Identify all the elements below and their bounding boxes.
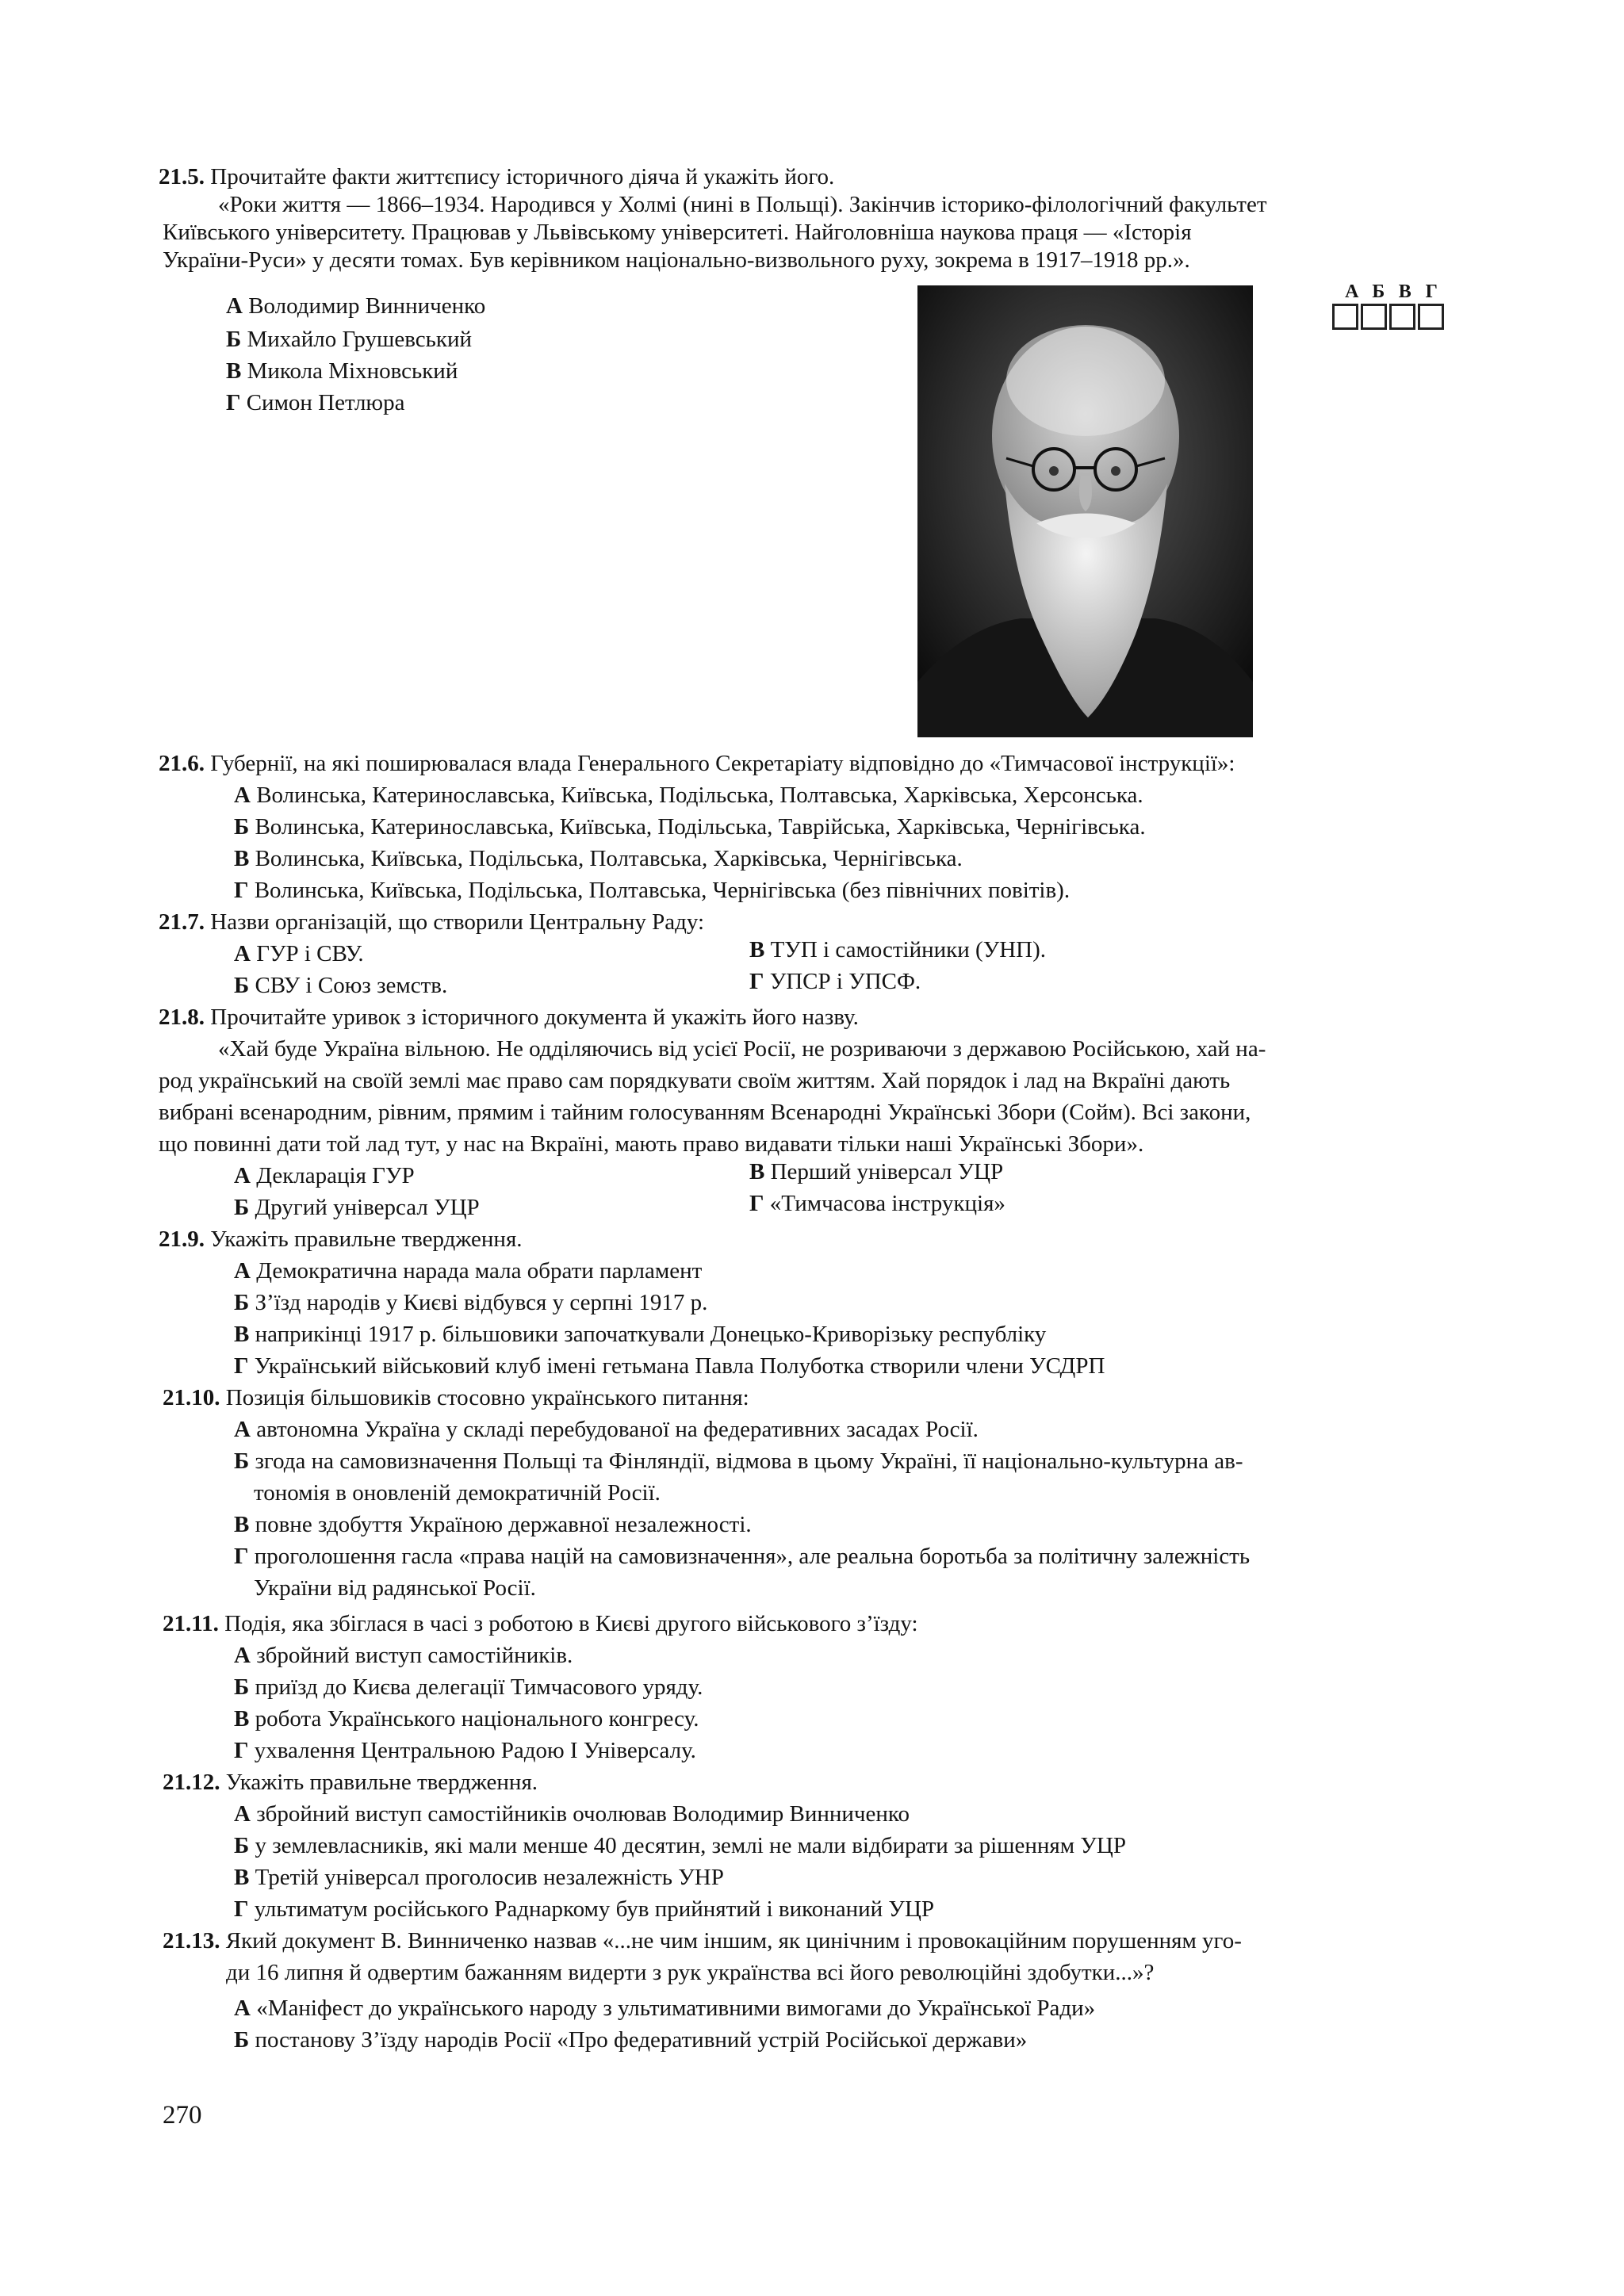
item-label: В xyxy=(234,1865,250,1890)
item-label: 21.8. xyxy=(159,1004,205,1030)
item-text: Микола Міхновський xyxy=(241,358,458,384)
text-line xyxy=(749,1158,1003,1186)
answer-box[interactable] xyxy=(1389,304,1415,330)
item-text: Володимир Винниченко xyxy=(242,293,486,319)
item-label: В xyxy=(234,1322,250,1347)
text-line xyxy=(159,749,1235,778)
text-line xyxy=(234,1257,702,1285)
item-text: України від радянської Росії. xyxy=(254,1575,536,1601)
text-line xyxy=(163,218,1192,247)
item-text: збройний виступ самостійників. xyxy=(250,1643,573,1668)
text-line xyxy=(234,1641,573,1670)
item-text: Прочитайте уривок з історичного документа й укажіть його назву. xyxy=(205,1004,859,1030)
item-text: «Тимчасова інструкція» xyxy=(764,1191,1005,1216)
item-label: Г xyxy=(234,1544,249,1569)
item-text: ТУП і самостійники (УНП). xyxy=(764,937,1047,962)
item-label: А xyxy=(234,1163,251,1188)
text-line xyxy=(234,1831,1126,1860)
answer-grid-boxes[interactable] xyxy=(1332,304,1451,330)
text-line xyxy=(163,246,1190,274)
answer-grid-label: В xyxy=(1398,281,1411,302)
item-text: Назви організацій, що створили Центральну Раду: xyxy=(205,909,705,935)
item-label: В xyxy=(234,846,250,871)
text-line xyxy=(226,325,472,354)
item-text: Волинська, Катеринославська, Київська, Подільська, Полтавська, Харківська, Херсонська. xyxy=(250,783,1143,808)
item-label: 21.7. xyxy=(159,909,205,935)
item-text: Другий універсал УЦР xyxy=(249,1195,480,1220)
item-text: вибрані всенародним, рівним, прямим і тайним голосуванням Всенародні Українські Збори (Сойм). Всі закони, xyxy=(159,1100,1251,1125)
item-text: тономія в оновленій демократичній Росії. xyxy=(254,1480,661,1506)
item-text: «Роки життя — 1866–1934. Народився у Холмі (нині в Польщі). Закінчив історико-філологічний факультет xyxy=(218,192,1267,217)
item-text: наприкінці 1917 р. більшовики започаткували Донецько-Криворізьку республіку xyxy=(249,1322,1047,1347)
item-text: Третій універсал проголосив незалежність УНР xyxy=(249,1865,724,1890)
text-line xyxy=(159,1130,1143,1158)
item-text: «Хай буде Україна вільною. Не одділяючись від усієї Росії, не розриваючи з державою Російською, хай на- xyxy=(218,1036,1266,1062)
text-line xyxy=(218,190,1267,219)
text-line xyxy=(234,971,447,1000)
text-line xyxy=(234,1161,415,1190)
item-text: Волинська, Київська, Подільська, Полтавська, Чернігівська (без північних повітів). xyxy=(248,878,1071,903)
answer-grid-label: Б xyxy=(1372,281,1385,302)
item-label: А xyxy=(234,1996,251,2021)
page-number: 270 xyxy=(163,2101,202,2130)
portrait-image xyxy=(917,285,1253,737)
item-text: «Маніфест до українського народу з ультимативними вимогами до Української Ради» xyxy=(250,1996,1096,2021)
item-label: Г xyxy=(749,969,764,994)
text-line xyxy=(159,1098,1251,1127)
text-line xyxy=(234,1415,979,1444)
item-label: А xyxy=(234,1417,251,1442)
item-label: 21.13. xyxy=(163,1928,220,1954)
item-text: згода на самовизначення Польщі та Фінляндії, відмова в цьому Україні, її національно-культурна ав- xyxy=(249,1448,1243,1474)
item-label: Г xyxy=(234,878,249,903)
item-label: А xyxy=(234,1258,251,1284)
item-text: збройний виступ самостійників очолював Володимир Винниченко xyxy=(250,1801,910,1827)
item-text: Укажіть правильне твердження. xyxy=(220,1770,538,1795)
item-text: повне здобуття Україною державної незалежності. xyxy=(249,1512,752,1537)
text-line xyxy=(234,1288,707,1317)
item-label: В xyxy=(226,358,242,384)
item-text: Прочитайте факти життєпису історичного діяча й укажіть його. xyxy=(205,164,835,189)
item-label: В xyxy=(234,1512,250,1537)
item-text: ГУР і СВУ. xyxy=(250,941,364,966)
item-text: Демократична нарада мала обрати парламент xyxy=(250,1258,703,1284)
item-label: Б xyxy=(234,1833,250,1858)
item-label: 21.6. xyxy=(159,751,205,776)
item-label: Б xyxy=(234,1195,250,1220)
text-line xyxy=(234,1510,752,1539)
answer-grid-label: А xyxy=(1345,281,1359,302)
text-line xyxy=(234,1800,910,1828)
text-line xyxy=(234,781,1143,809)
item-label: А xyxy=(234,941,251,966)
item-text: Київського університету. Працював у Львівському університеті. Найголовніша наукова праця — «Історія xyxy=(163,220,1192,245)
item-text: СВУ і Союз земств. xyxy=(249,973,448,998)
item-label: В xyxy=(234,1706,250,1732)
item-text: Позиція більшовиків стосовно українського питання: xyxy=(220,1385,749,1410)
item-label: В xyxy=(749,1159,765,1184)
text-line xyxy=(234,844,963,873)
answer-box[interactable] xyxy=(1361,304,1387,330)
text-line xyxy=(163,1609,918,1638)
answer-box[interactable] xyxy=(1418,304,1444,330)
item-label: Г xyxy=(234,1896,249,1922)
item-label: Г xyxy=(226,390,241,415)
text-line xyxy=(234,1320,1046,1349)
item-text: Український військовий клуб імені гетьмана Павла Полуботка створили члени УСДРП xyxy=(248,1353,1105,1379)
item-label: А xyxy=(226,293,243,319)
text-line xyxy=(226,357,458,385)
item-text: проголошення гасла «права націй на самовизначення», але реальна боротьба за політичну залежність xyxy=(248,1544,1251,1569)
text-line xyxy=(163,1927,1242,1955)
item-label: А xyxy=(234,1643,251,1668)
item-label: Б xyxy=(234,1674,250,1700)
text-line xyxy=(234,1705,699,1733)
item-text: у землевласників, які мали менше 40 десятин, землі не мали відбирати за рішенням УЦР xyxy=(249,1833,1126,1858)
item-text: Укажіть правильне твердження. xyxy=(205,1226,523,1252)
item-text: ухвалення Центральною Радою І Універсалу. xyxy=(248,1738,696,1763)
item-label: Б xyxy=(234,973,250,998)
text-line xyxy=(234,2026,1027,2054)
answer-box[interactable] xyxy=(1332,304,1358,330)
item-text: Подія, яка збіглася в часі з роботою в Києві другого військового з’їзду: xyxy=(218,1611,918,1636)
item-text: постанову З’їзду народів Росії «Про федеративний устрій Російської держави» xyxy=(249,2027,1028,2053)
item-text: Симон Петлюра xyxy=(240,390,405,415)
text-line xyxy=(234,1736,696,1765)
item-label: А xyxy=(234,783,251,808)
text-line xyxy=(234,1895,934,1923)
item-text: З’їзд народів у Києві відбувся у серпні 1917 р. xyxy=(249,1290,708,1315)
text-line xyxy=(159,1225,523,1253)
item-text: УПСР і УПСФ. xyxy=(764,969,921,994)
text-line xyxy=(234,1863,724,1892)
portrait-photo xyxy=(917,285,1253,737)
text-line xyxy=(234,1352,1105,1380)
text-line xyxy=(234,1542,1250,1571)
item-label: А xyxy=(234,1801,251,1827)
text-line xyxy=(163,1768,538,1797)
item-text: Губернії, на які поширювалася влада Генерального Секретаріату відповідно до «Тимчасової інструкції»: xyxy=(205,751,1235,776)
item-label: Б xyxy=(234,1448,250,1474)
text-line xyxy=(749,967,921,996)
text-line xyxy=(226,388,404,417)
text-line xyxy=(234,876,1070,905)
text-line xyxy=(234,1193,480,1222)
item-text: Волинська, Київська, Подільська, Полтавська, Харківська, Чернігівська. xyxy=(249,846,963,871)
text-line xyxy=(159,908,704,936)
item-label: 21.5. xyxy=(159,164,205,189)
text-line xyxy=(234,1673,703,1701)
text-line xyxy=(234,1994,1095,2022)
item-text: Який документ В. Винниченко назвав «...не чим іншим, як цинічним і провокаційним порушенням уго- xyxy=(220,1928,1242,1954)
item-text: Перший універсал УЦР xyxy=(764,1159,1004,1184)
text-line xyxy=(159,1003,859,1031)
item-text: приїзд до Києва делегації Тимчасового уряду. xyxy=(249,1674,703,1700)
item-label: Б xyxy=(226,327,242,352)
item-label: Б xyxy=(234,814,250,840)
item-label: Б xyxy=(234,1290,250,1315)
item-label: Б xyxy=(234,2027,250,2053)
text-line xyxy=(234,813,1146,841)
text-line xyxy=(254,1574,536,1602)
answer-grid xyxy=(1332,281,1451,330)
item-text: Михайло Грушевський xyxy=(241,327,472,352)
answer-grid-labels xyxy=(1332,281,1451,302)
item-text: України-Руси» у десяти томах. Був керівником національно-визвольного руху, зокрема в 1917–1918 рр.». xyxy=(163,247,1190,273)
item-text: род український на своїй землі має право сам порядкувати своїм життям. Хай порядок і лад на Вкраїні дають xyxy=(159,1068,1231,1093)
item-text: що повинні дати той лад тут, у нас на Вкраїні, мають право видавати тільки наші Українські Збори». xyxy=(159,1131,1144,1157)
text-line xyxy=(226,1958,1154,1987)
text-line xyxy=(254,1479,661,1507)
item-text: Волинська, Катеринославська, Київська, Подільська, Таврійська, Харківська, Чернігівська. xyxy=(249,814,1146,840)
item-label: Г xyxy=(234,1353,249,1379)
item-text: Декларація ГУР xyxy=(250,1163,415,1188)
text-line xyxy=(234,939,364,968)
text-line xyxy=(218,1035,1266,1063)
item-label: 21.12. xyxy=(163,1770,220,1795)
text-line xyxy=(159,163,834,191)
text-line xyxy=(749,1189,1005,1218)
item-label: В xyxy=(749,937,765,962)
item-text: автономна Україна у складі перебудованої на федеративних засадах Росії. xyxy=(250,1417,979,1442)
item-label: 21.9. xyxy=(159,1226,205,1252)
item-label: Г xyxy=(234,1738,249,1763)
text-line xyxy=(226,292,485,320)
text-line xyxy=(749,936,1046,964)
text-line xyxy=(234,1447,1243,1475)
text-line xyxy=(159,1066,1230,1095)
answer-grid-label: Г xyxy=(1425,281,1438,302)
text-line xyxy=(163,1383,749,1412)
item-label: 21.11. xyxy=(163,1611,219,1636)
item-label: 21.10. xyxy=(163,1385,220,1410)
item-text: ультиматум російського Раднаркому був прийнятий і виконаний УЦР xyxy=(248,1896,935,1922)
item-text: робота Українського національного конгресу. xyxy=(249,1706,699,1732)
item-text: ди 16 липня й одвертим бажанням видерти з рук українства всі його революційні здобутки...»? xyxy=(226,1960,1155,1985)
item-label: Г xyxy=(749,1191,764,1216)
